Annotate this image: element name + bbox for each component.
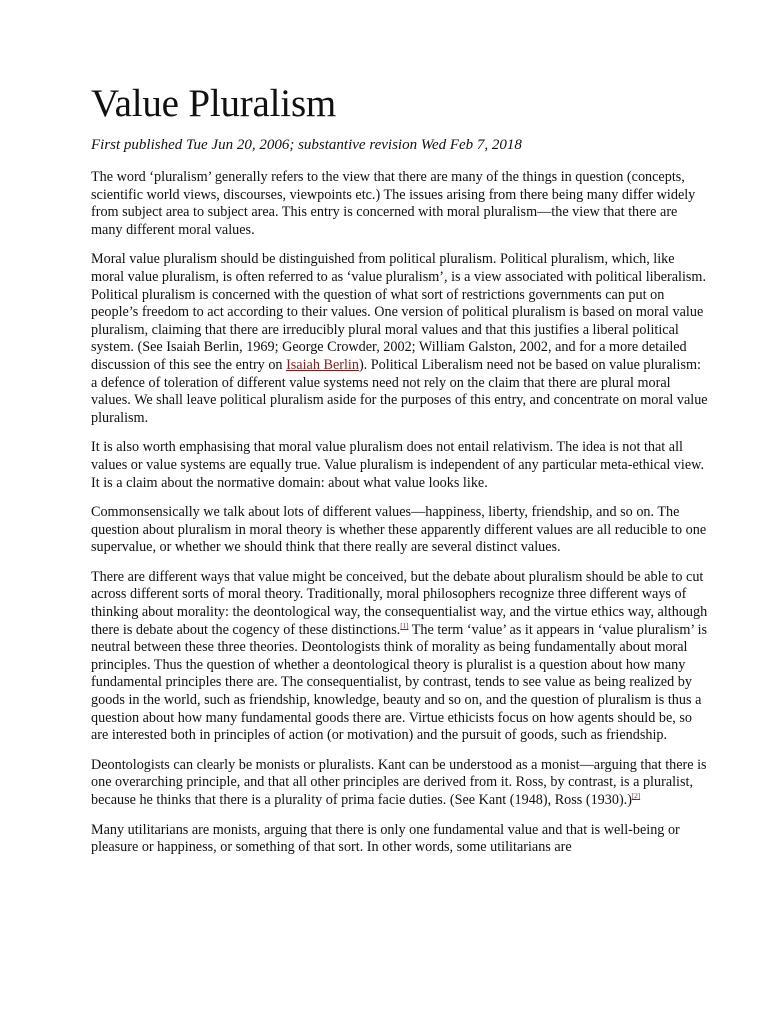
isaiah-berlin-link[interactable]: Isaiah Berlin xyxy=(286,356,359,373)
paragraph-2 xyxy=(91,251,710,427)
footnote-2-link[interactable]: [2] xyxy=(631,792,641,800)
paragraph-1: The word ‘pluralism’ generally refers to the view that there are many of the things in question (concepts, scientific world views, discourses, viewpoints etc.) The issues arising from there being many differ widely from subject area to subject area. This entry is concerned with moral pluralism—the view that there are many different moral values. xyxy=(91,169,696,238)
paragraph-4: Commonsensically we talk about lots of different values—happiness, liberty, friendship, and so on. The question about pluralism in moral theory is whether these apparently different values are all reducible to one supervalue, or whether we should think that there really are several distinct values. xyxy=(91,504,707,556)
paragraph-3: It is also worth emphasising that moral value pluralism does not entail relativism. The idea is not that all values or value systems are equally true. Value pluralism is independent of any particular meta-ethical view. It is a claim about the normative domain: about what value looks like. xyxy=(91,439,705,491)
paragraph-5 xyxy=(91,569,710,745)
footnote-1-link[interactable]: [1] xyxy=(400,621,409,630)
paragraph-7: Many utilitarians are monists, arguing that there is only one fundamental value and that is well-being or pleasure or happiness, or something of that sort. In other words, some utilitarians are xyxy=(91,821,680,856)
paragraph-2-text-after: ). Political Liberalism need not be based on value pluralism: a defence of toleration of different value systems need not rely on the claim that there are plural moral values. We shall leave political pluralism aside for the purposes of this entry, and concentrate on moral value pluralism. xyxy=(91,356,708,426)
paragraph-5-text-before: There are different ways that value might be conceived, but the debate about pluralism should be able to cut across different sorts of moral theory. Traditionally, moral philosophers recognize three different ways of thinking about morality: the deontological way, the consequentialist way, and the virtue ethics way, although there is debate about the cogency of these distinctions. xyxy=(91,568,708,638)
publication-info: First published Tue Jun 20, 2006; substantive revision Wed Feb 7, 2018 xyxy=(91,137,522,153)
page-title: Value Pluralism xyxy=(91,82,337,125)
paragraph-5-text-after: The term ‘value’ as it appears in ‘value pluralism’ is neutral between these three theories. Deontologists think of morality as being fundamentally about moral principles. Thus the question of whether a deontological theory is pluralist is a question about how many fundamental principles there are. The consequentialist, by contrast, tends to see value as being realized by goods in the world, such as friendship, knowledge, beauty and so on, and the question of pluralism is thus a question about how many fundamental goods there are. Virtue ethicists focus on how agents should be, so are interested both in principles of action (or motivation) and the pursuit of goods, such as friendship. xyxy=(91,621,708,744)
paragraph-2-text-before: Moral value pluralism should be distinguished from political pluralism. Political pluralism, which, like moral value pluralism, is often referred to as ‘value pluralism’, is a view associated with political liberalism. Political pluralism is concerned with the question of what sort of restrictions governments can put on people’s freedom to act according to their values. One version of political pluralism is based on moral value pluralism, claiming that there are irreducibly plural moral values and that this justifies a liberal political system. (See Isaiah Berlin, 1969; George Crowder, 2002; William Galston, 2002, and for a more detailed discussion of this see the entry on xyxy=(91,251,707,373)
paragraph-6-text: Deontologists can clearly be monists or pluralists. Kant can be understood as a monist—arguing that there is one overarching principle, and that all other principles are derived from it. Ross, by contrast, is a pluralist, because he thinks that there is a plurality of prima facie duties. (See Kant (1948), Ross (1930).) xyxy=(91,756,707,808)
paragraph-6 xyxy=(91,757,710,810)
